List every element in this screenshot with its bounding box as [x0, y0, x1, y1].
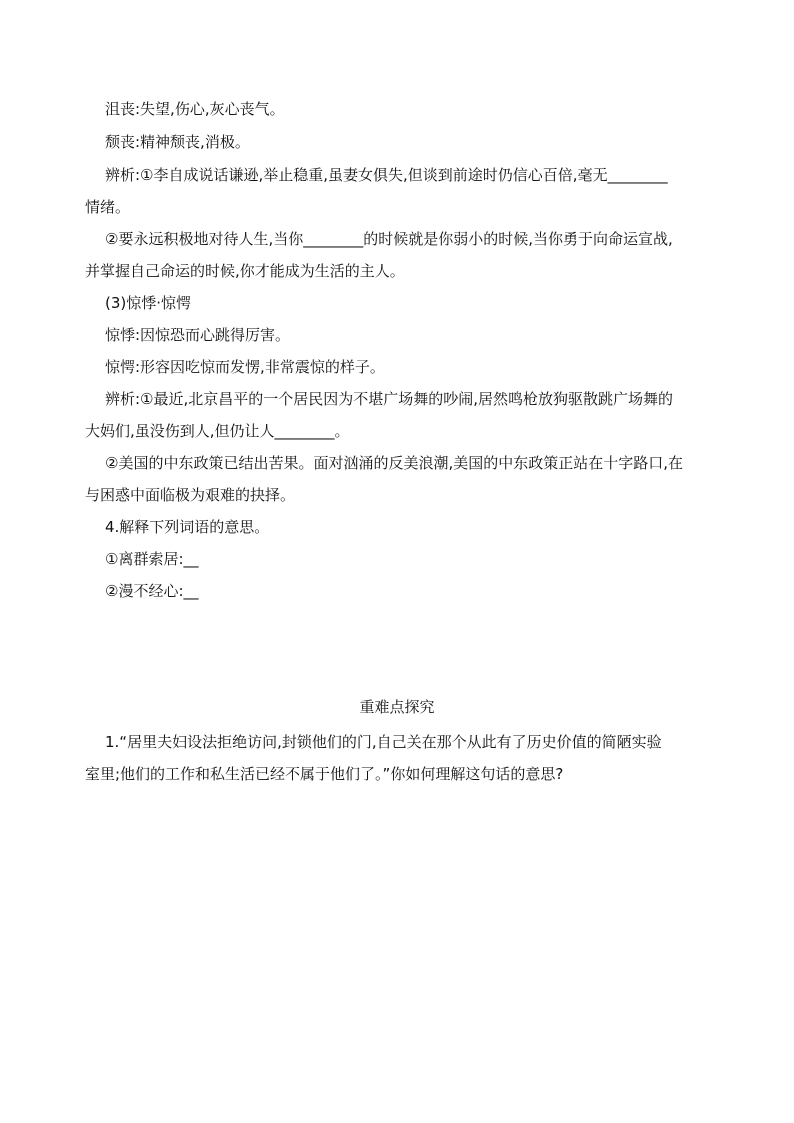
analysis-3-line-2: 大妈们,虽没伤到人,但仍让人________。: [85, 422, 350, 440]
analysis-2-line-1: ②要永远积极地对待人生,当你________的时候就是你弱小的时候,当你勇于向命运宣战,: [105, 230, 673, 248]
analysis-1-line-2: 情绪。: [85, 198, 131, 216]
question-4-prompt: 4.解释下列词语的意思。: [105, 518, 270, 536]
analysis-4-line-2: 与困惑中面临极为艰难的抉择。: [85, 486, 296, 504]
analysis-3-line-1: 辨析:①最近,北京昌平的一个居民因为不堪广场舞的吵闹,居然鸣枪放狗驱散跳广场舞的: [105, 390, 674, 408]
definition-jingji: 惊悸:因惊恐而心跳得厉害。: [105, 326, 291, 344]
section-heading: 重难点探究: [359, 698, 435, 716]
analysis-1-line-1: 辨析:①李自成说话谦逊,举止稳重,虽妻女俱失,但谈到前途时仍信心百倍,毫无________: [105, 166, 668, 184]
question-4-item-2: ②漫不经心:__: [105, 582, 199, 600]
inquiry-question-line-1: 1.“居里夫妇设法拒绝访问,封锁他们的门,自己关在那个从此有了历史价值的简陋实验: [105, 733, 662, 751]
inquiry-question-line-2: 室里;他们的工作和私生活已经不属于他们了。”你如何理解这句话的意思?: [85, 765, 564, 783]
analysis-2-line-2: 并掌握自己命运的时候,你才能成为生活的主人。: [85, 262, 405, 280]
definition-jusang: 沮丧:失望,伤心,灰心丧气。: [105, 100, 285, 118]
subsection-3-title: (3)惊悸·惊愕: [105, 294, 192, 312]
analysis-4-line-1: ②美国的中东政策已结出苦果。面对汹涌的反美浪潮,美国的中东政策正站在十字路口,在: [105, 454, 683, 472]
definition-tuisang: 颓丧:精神颓丧,消极。: [105, 133, 250, 151]
definition-jinge: 惊愕:形容因吃惊而发愣,非常震惊的样子。: [105, 358, 385, 376]
question-4-item-1: ①离群索居:__: [105, 550, 199, 568]
